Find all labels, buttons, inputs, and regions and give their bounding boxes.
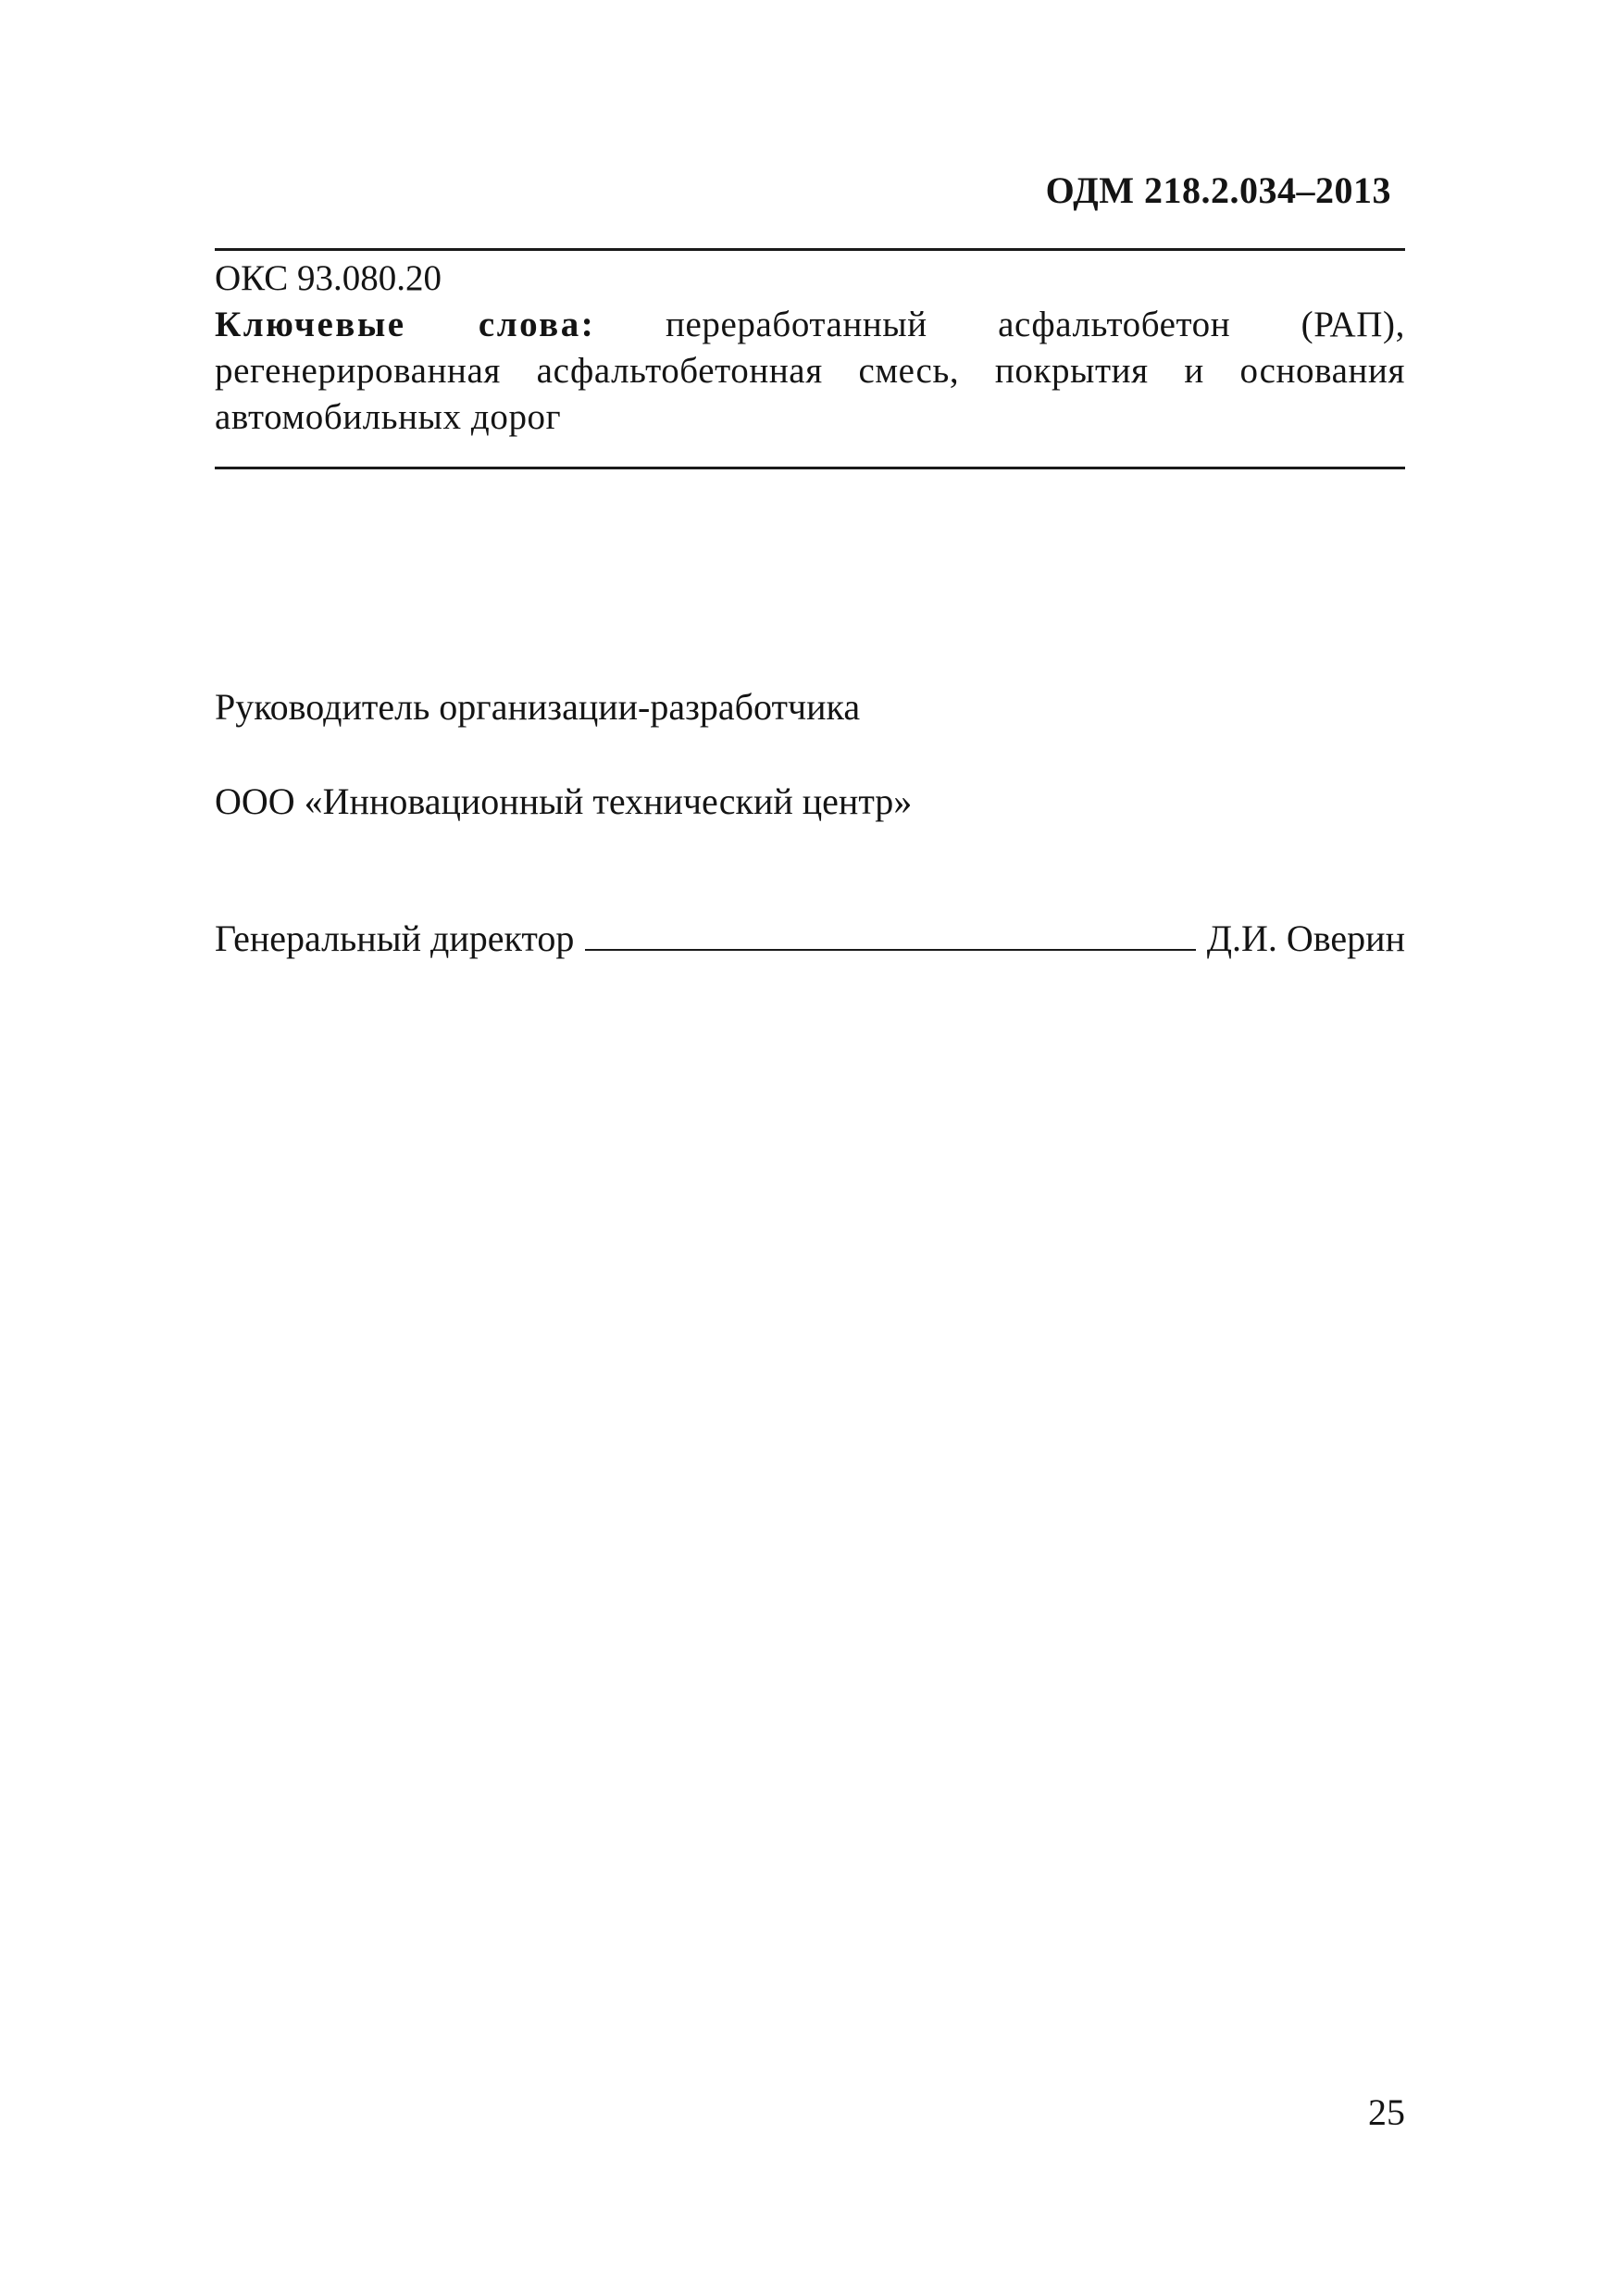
keywords-paragraph [215,302,1405,441]
classification-block [215,256,1405,441]
signer-name: Д.И. Оверин [1206,917,1405,959]
top-divider [215,248,1405,251]
signer-position: Генеральный директор [215,917,575,959]
keywords-label: Ключевые слова: [215,305,596,344]
signature-line [585,917,1195,951]
signature-row [215,917,1405,960]
document-code: ОДМ 218.2.034–2013 [1045,169,1391,211]
page-number: 25 [1368,2091,1405,2133]
oks-code: ОКС 93.080.20 [215,258,442,298]
developer-organization: ООО «Инновационный технический центр» [215,780,913,822]
bottom-divider [215,467,1405,469]
keywords-text: переработанный асфальтобетон (РАП), регенерированная асфальтобетонная смесь, покрытия и основания автомобильных дорог [215,305,1405,437]
developer-head-title: Руководитель организации-разработчика [215,686,861,728]
